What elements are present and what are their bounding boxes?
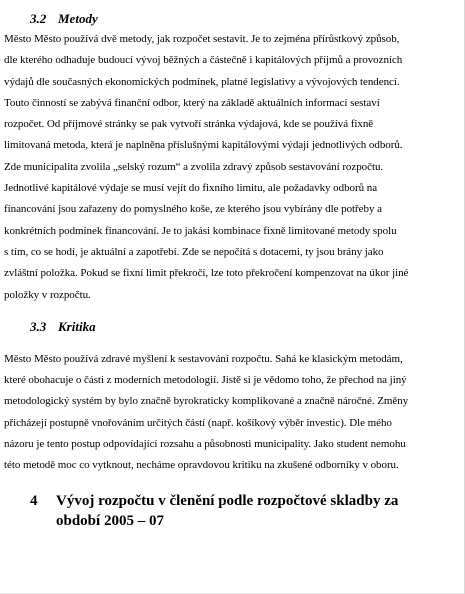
chapter-number: 4: [30, 492, 38, 509]
section-3-3-paragraph: [4, 349, 458, 477]
section-number: 3.2: [30, 11, 47, 26]
paragraph-line: názoru je tento postup odpovídající rozsahu a působnosti municipality. Jako student nemohu: [4, 438, 406, 451]
paragraph-line: Jednotlivé kapitálové výdaje se musí vejít do fixního limitu, ale požadavky odborů na: [4, 182, 378, 195]
chapter-title-line: Vývoj rozpočtu v členění podle rozpočtové skladby za: [56, 492, 399, 509]
paragraph-line: zvláštní položka. Pokud se fixní limit překročí, lze toto překročení kompenzovat na úkor jiné: [4, 267, 409, 280]
paragraph-line: Město Město používá dvě metody, jak rozpočet sestavit. Je to zejména přírůstkový způsob,: [4, 33, 400, 45]
paragraph-line: této metodě moc co vytknout, necháme opravdovou kritiku na zkušené odborníky v oboru.: [4, 459, 399, 472]
chapter-heading-4: [4, 491, 458, 531]
chapter-title: [56, 491, 398, 531]
paragraph-line: Zde municipalita zvolila „selský rozum“ a zvolila zdravý způsob sestavování rozpočtu.: [4, 160, 384, 173]
paragraph-line: výdajů dle současných ekonomických podmínek, platné legislativy a vývojových tendencí.: [4, 75, 400, 88]
section-number: 3.3: [30, 318, 47, 334]
section-title: Kritika: [58, 318, 96, 334]
paragraph-line: s tím, co se hodí, je aktuální a zapotřebí. Zde se nepočítá s dotacemi, ty jsou brány jako: [4, 245, 384, 258]
paragraph-line: přicházejí postupně vnořováním určitých částí (např. košíkový výběr investic). Dle mého: [4, 416, 392, 429]
section-heading-3-2: [4, 10, 458, 28]
paragraph-line: konkrétních podmínek financování. Je to jakási kombinace fixně limitované metody spolu: [4, 224, 397, 237]
paragraph-line: metodologický systém by bylo značně byrokraticky komplikované a značně náročné. Změny: [4, 395, 409, 408]
paragraph-line: financování jsou zařazeny do pomyslného koše, ze kterého jsou vybírány dle potřeby a: [4, 203, 382, 216]
paragraph-line: limitovaná metoda, která je naplněna příslušnými kapitálovými výdaji jednotlivých odborů.: [4, 139, 403, 152]
section-title: Metody: [58, 11, 98, 26]
section-heading-3-3: [4, 318, 458, 336]
paragraph-line: rozpočet. Od příjmové stránky se pak vytvoří stránka výdajová, kde se používá fixně: [4, 118, 374, 131]
section-3-2-paragraph: [4, 29, 458, 306]
paragraph-line: dle kterého odhaduje budoucí vývoj běžných a částečně i kapitálových příjmů a provozních: [4, 54, 403, 67]
paragraph-line: položky v rozpočtu.: [4, 288, 91, 301]
chapter-title-line: období 2005 – 07: [56, 512, 164, 529]
paragraph-line: Touto činností se zabývá finanční odbor, který na základě aktuálních informací sestaví: [4, 96, 380, 109]
paragraph-line: které obohacuje o části z moderních metodologií. Jistě si je vědomo toho, že přechod na jiný: [4, 374, 407, 387]
paragraph-line: Město Město používá zdravé myšlení k sestavování rozpočtu. Sahá ke klasickým metodám,: [4, 352, 403, 365]
